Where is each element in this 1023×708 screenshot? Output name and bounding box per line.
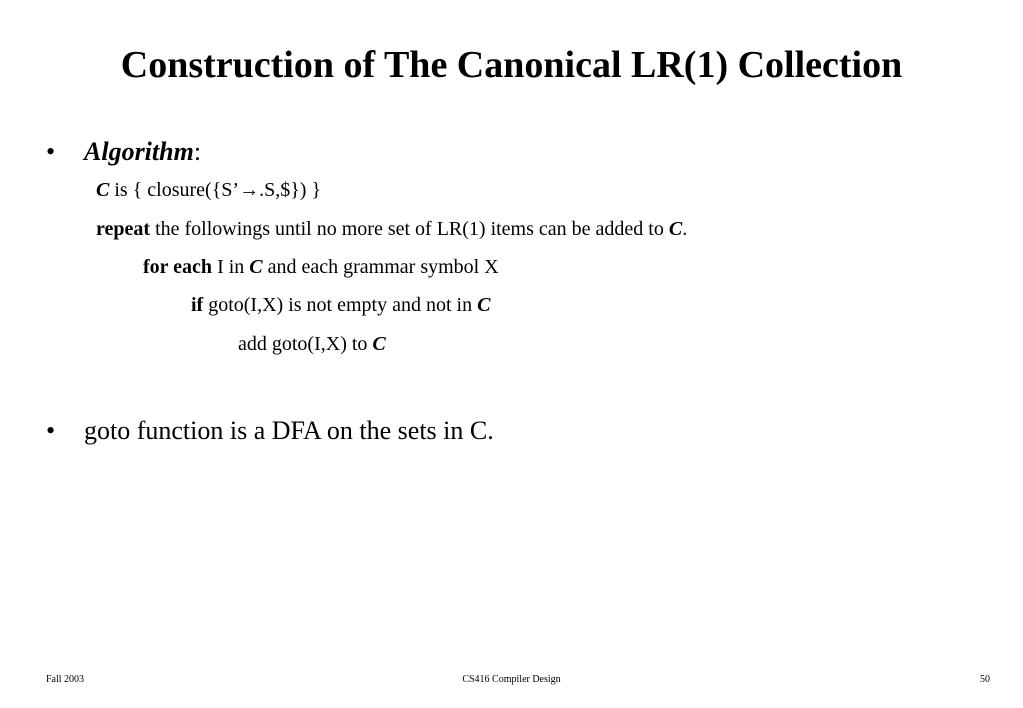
algorithm-line-init (96, 177, 321, 203)
if-keyword: if (191, 294, 204, 316)
algorithm-colon: : (193, 137, 202, 166)
algorithm-label: Algorithm (84, 137, 194, 166)
algorithm-line-repeat (96, 216, 687, 242)
algorithm-line-add (238, 331, 386, 357)
for-each-mid: I in (212, 256, 250, 278)
footer-course: CS416 Compiler Design (462, 674, 561, 685)
for-each-keyword: for each (143, 256, 213, 278)
footer-page-number: 50 (980, 674, 990, 685)
add-text: add goto(I,X) to (238, 333, 373, 355)
if-text: goto(I,X) is not empty and not in (203, 294, 478, 316)
footer-date: Fall 2003 (46, 674, 85, 685)
bullet-goto (46, 415, 494, 447)
for-each-text: and each grammar symbol X (262, 256, 499, 278)
algorithm-line-if (191, 292, 490, 318)
goto-text: goto function is a DFA on the sets in C. (84, 416, 494, 445)
slide-title: Construction of The Canonical LR(1) Collection (120, 44, 903, 86)
algorithm-line-for-each (143, 254, 499, 280)
collection-var: C (372, 333, 386, 355)
bullet-marker: • (46, 416, 56, 445)
collection-var: C (477, 294, 491, 316)
collection-var: C (668, 218, 683, 240)
init-text: is { closure({S’→.S,$}) } (109, 179, 322, 201)
bullet-algorithm (46, 136, 201, 168)
repeat-keyword: repeat (96, 218, 151, 240)
repeat-period: . (682, 218, 688, 240)
collection-var: C (249, 256, 263, 278)
repeat-text: the followings until no more set of LR(1) items can be added to (150, 218, 669, 240)
bullet-marker: • (46, 137, 56, 166)
collection-var: C (96, 179, 110, 201)
